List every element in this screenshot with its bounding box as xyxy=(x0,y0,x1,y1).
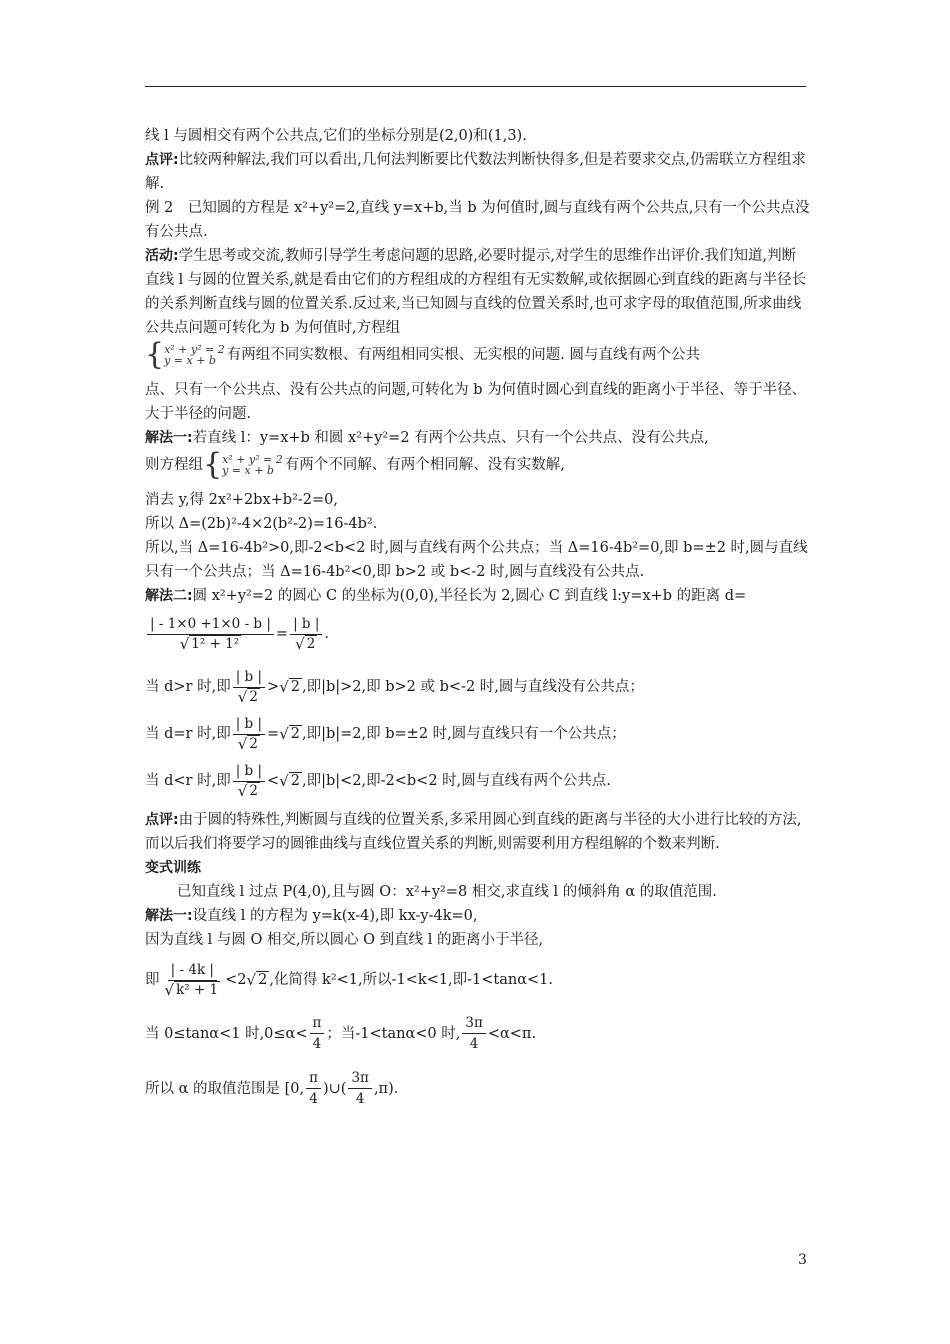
case-equal: 当 d=r 时,即 | b | √ 2 = √ 2 ,即|b|=2,即 b=±2 时,圆与直线只有一个公共点； xyxy=(145,716,626,753)
simplified-fraction: | b | √ 2 xyxy=(290,614,322,653)
equation-system-2 xyxy=(203,447,283,482)
equals-sign: = xyxy=(275,625,289,642)
variant-answer: 所以 α 的取值范围是 [0, $\frac{\pi}{4}$ )∪( $\frac{3\pi}{4}$ ,π). xyxy=(145,1070,399,1107)
system-eq-1: x² + y² = 2 xyxy=(164,343,225,356)
solution-1-line-4: 所以 Δ=(2b)²-4×2(b²-2)=16-4b². xyxy=(145,516,378,532)
activity-paragraph xyxy=(145,244,810,340)
solution-2-text-1: 圆 x²+y²=2 的圆心 C 的坐标为(0,0),半径长为 2,圆心 C 到直线 l:y=x+b 的距离 d= xyxy=(192,588,747,604)
solution-1-line-5: 所以,当 Δ=16-4b²>0,即-2<b<2 时,圆与直线有两个公共点；当 Δ=16-4b²=0,即 b=±2 时,圆与直线只有一个公共点；当 Δ=16-4b²<0,即 b>2 或 b<-2 时,圆与直线没有公共点. xyxy=(145,540,808,580)
distance-formula: | - 1×0 +1×0 - b | √ 1² + 1² = | b | √ 2 . xyxy=(145,614,810,653)
comment-2: 点评:由于圆的特殊性,判断圆与直线的位置关系,多采用圆心到直线的距离与半径的大小进行比较的方法,而以后我们将要学习的圆锥曲线与直线位置关系的判断,则需要利用方程组解的个数来判断. xyxy=(145,812,802,852)
activity-after-system: 有两组不同实数根、有两组相同实根、无实根的问题. 圆与直线有两个公共 xyxy=(226,347,700,363)
comment-1-tag: 点评: xyxy=(145,152,179,168)
distance-numerator: | - 1×0 +1×0 - b | xyxy=(147,614,274,635)
activity-tag: 活动: xyxy=(145,248,179,264)
case-greater: 当 d>r 时,即 | b | √ 2 > √ 2 ,即|b|>2,即 b>2 或 b<-2 时,圆与直线没有公共点； xyxy=(145,669,644,706)
equation-system xyxy=(145,337,225,372)
solution-2-line-1 xyxy=(145,584,810,608)
solution-1-line-1 xyxy=(145,426,810,450)
variant-solution-1-tag: 解法一: xyxy=(145,908,193,924)
solution-1-tag: 解法一: xyxy=(145,430,193,446)
distance-denominator: √ 1² + 1² xyxy=(179,635,240,653)
page-number: 3 xyxy=(798,1252,807,1268)
distance-fraction xyxy=(147,614,274,653)
left-brace-icon: { xyxy=(203,447,223,482)
system-eq-2: y = x + b xyxy=(164,354,216,367)
solution-1-line-2 xyxy=(145,447,810,482)
solution-1-system-outro: 有两个不同解、有两个相同解、没有实数解, xyxy=(284,457,565,473)
activity-text: 学生思考或交流,教师引导学生考虑问题的思路,必要时提示,对学生的思维作出评价.我们知道,判断直线 l 与圆的位置关系,就是看由它们的方程组成的方程组有无实数解,或依据圆心到直线的距离与半径长的关系判断直线与圆的位置关系.反过来,当已知圆与直线的位置关系时,也可求字母的取值范围,所求曲线公共点问题可转化为 b 为何值时,方程组 xyxy=(145,248,807,336)
solution-1-system-intro: 则方程组 xyxy=(145,457,203,473)
paragraph-intersection-result: 线 l 与圆相交有两个公共点,它们的坐标分别是(2,0)和(1,3). xyxy=(145,128,527,144)
solution-1-text-1: 若直线 l：y=x+b 和圆 x²+y²=2 有两个公共点、只有一个公共点、没有公共点, xyxy=(192,430,709,446)
header-rule xyxy=(145,86,806,87)
example-2: 例 2 已知圆的方程是 x²+y²=2,直线 y=x+b,当 b 为何值时,圆与直线有两个公共点,只有一个公共点没有公共点. xyxy=(145,200,810,240)
variant-distance-fraction: | - 4k | √ k² + 1 xyxy=(164,962,219,999)
solution-2-tag: 解法二: xyxy=(145,588,193,604)
variant-inequality: 即 | - 4k | √ k² + 1 <2 √ 2 ,化简得 k²<1,所以-1<k<1,即-1<tanα<1. xyxy=(145,962,554,999)
case-less: 当 d<r 时,即 | b | √ 2 < √ 2 ,即|b|<2,即-2<b<2 时,圆与直线有两个公共点. xyxy=(145,763,611,800)
variant-solution-1-line-2: 因为直线 l 与圆 O 相交,所以圆心 O 到直线 l 的距离小于半径, xyxy=(145,932,544,948)
left-brace-icon: { xyxy=(145,337,165,372)
variant-question: 已知直线 l 过点 P(4,0),且与圆 O：x²+y²=8 相交,求直线 l 的倾斜角 α 的取值范围. xyxy=(177,884,717,900)
comment-2-tag: 点评: xyxy=(145,812,179,828)
comment-1 xyxy=(145,148,810,196)
activity-conclusion: 点、只有一个公共点、没有公共点的问题,可转化为 b 为何值时圆心到直线的距离小于半径、等于半径、大于半径的问题. xyxy=(145,382,807,422)
variant-solution-1-line-1: 解法一:设直线 l 的方程为 y=k(x-4),即 kx-y-4k=0, xyxy=(145,908,478,924)
solution-1-line-3: 消去 y,得 2x²+2bx+b²-2=0, xyxy=(145,492,338,508)
variant-angle-cases: 当 0≤tanα<1 时,0≤α< $\frac{\pi}{4}$ ；当-1<tanα<0 时, $\frac{3\pi}{4}$ <α<π. xyxy=(145,1015,537,1052)
activity-system-line xyxy=(145,337,810,372)
system2-eq-2: y = x + b xyxy=(222,464,274,477)
variant-training-title: 变式训练 xyxy=(145,860,201,876)
system2-eq-1: x² + y² = 2 xyxy=(222,453,283,466)
comment-1-text: 比较两种解法,我们可以看出,几何法判断要比代数法判断快得多,但是若要求交点,仍需联立方程组求解. xyxy=(145,152,807,192)
document-body xyxy=(145,124,810,1109)
